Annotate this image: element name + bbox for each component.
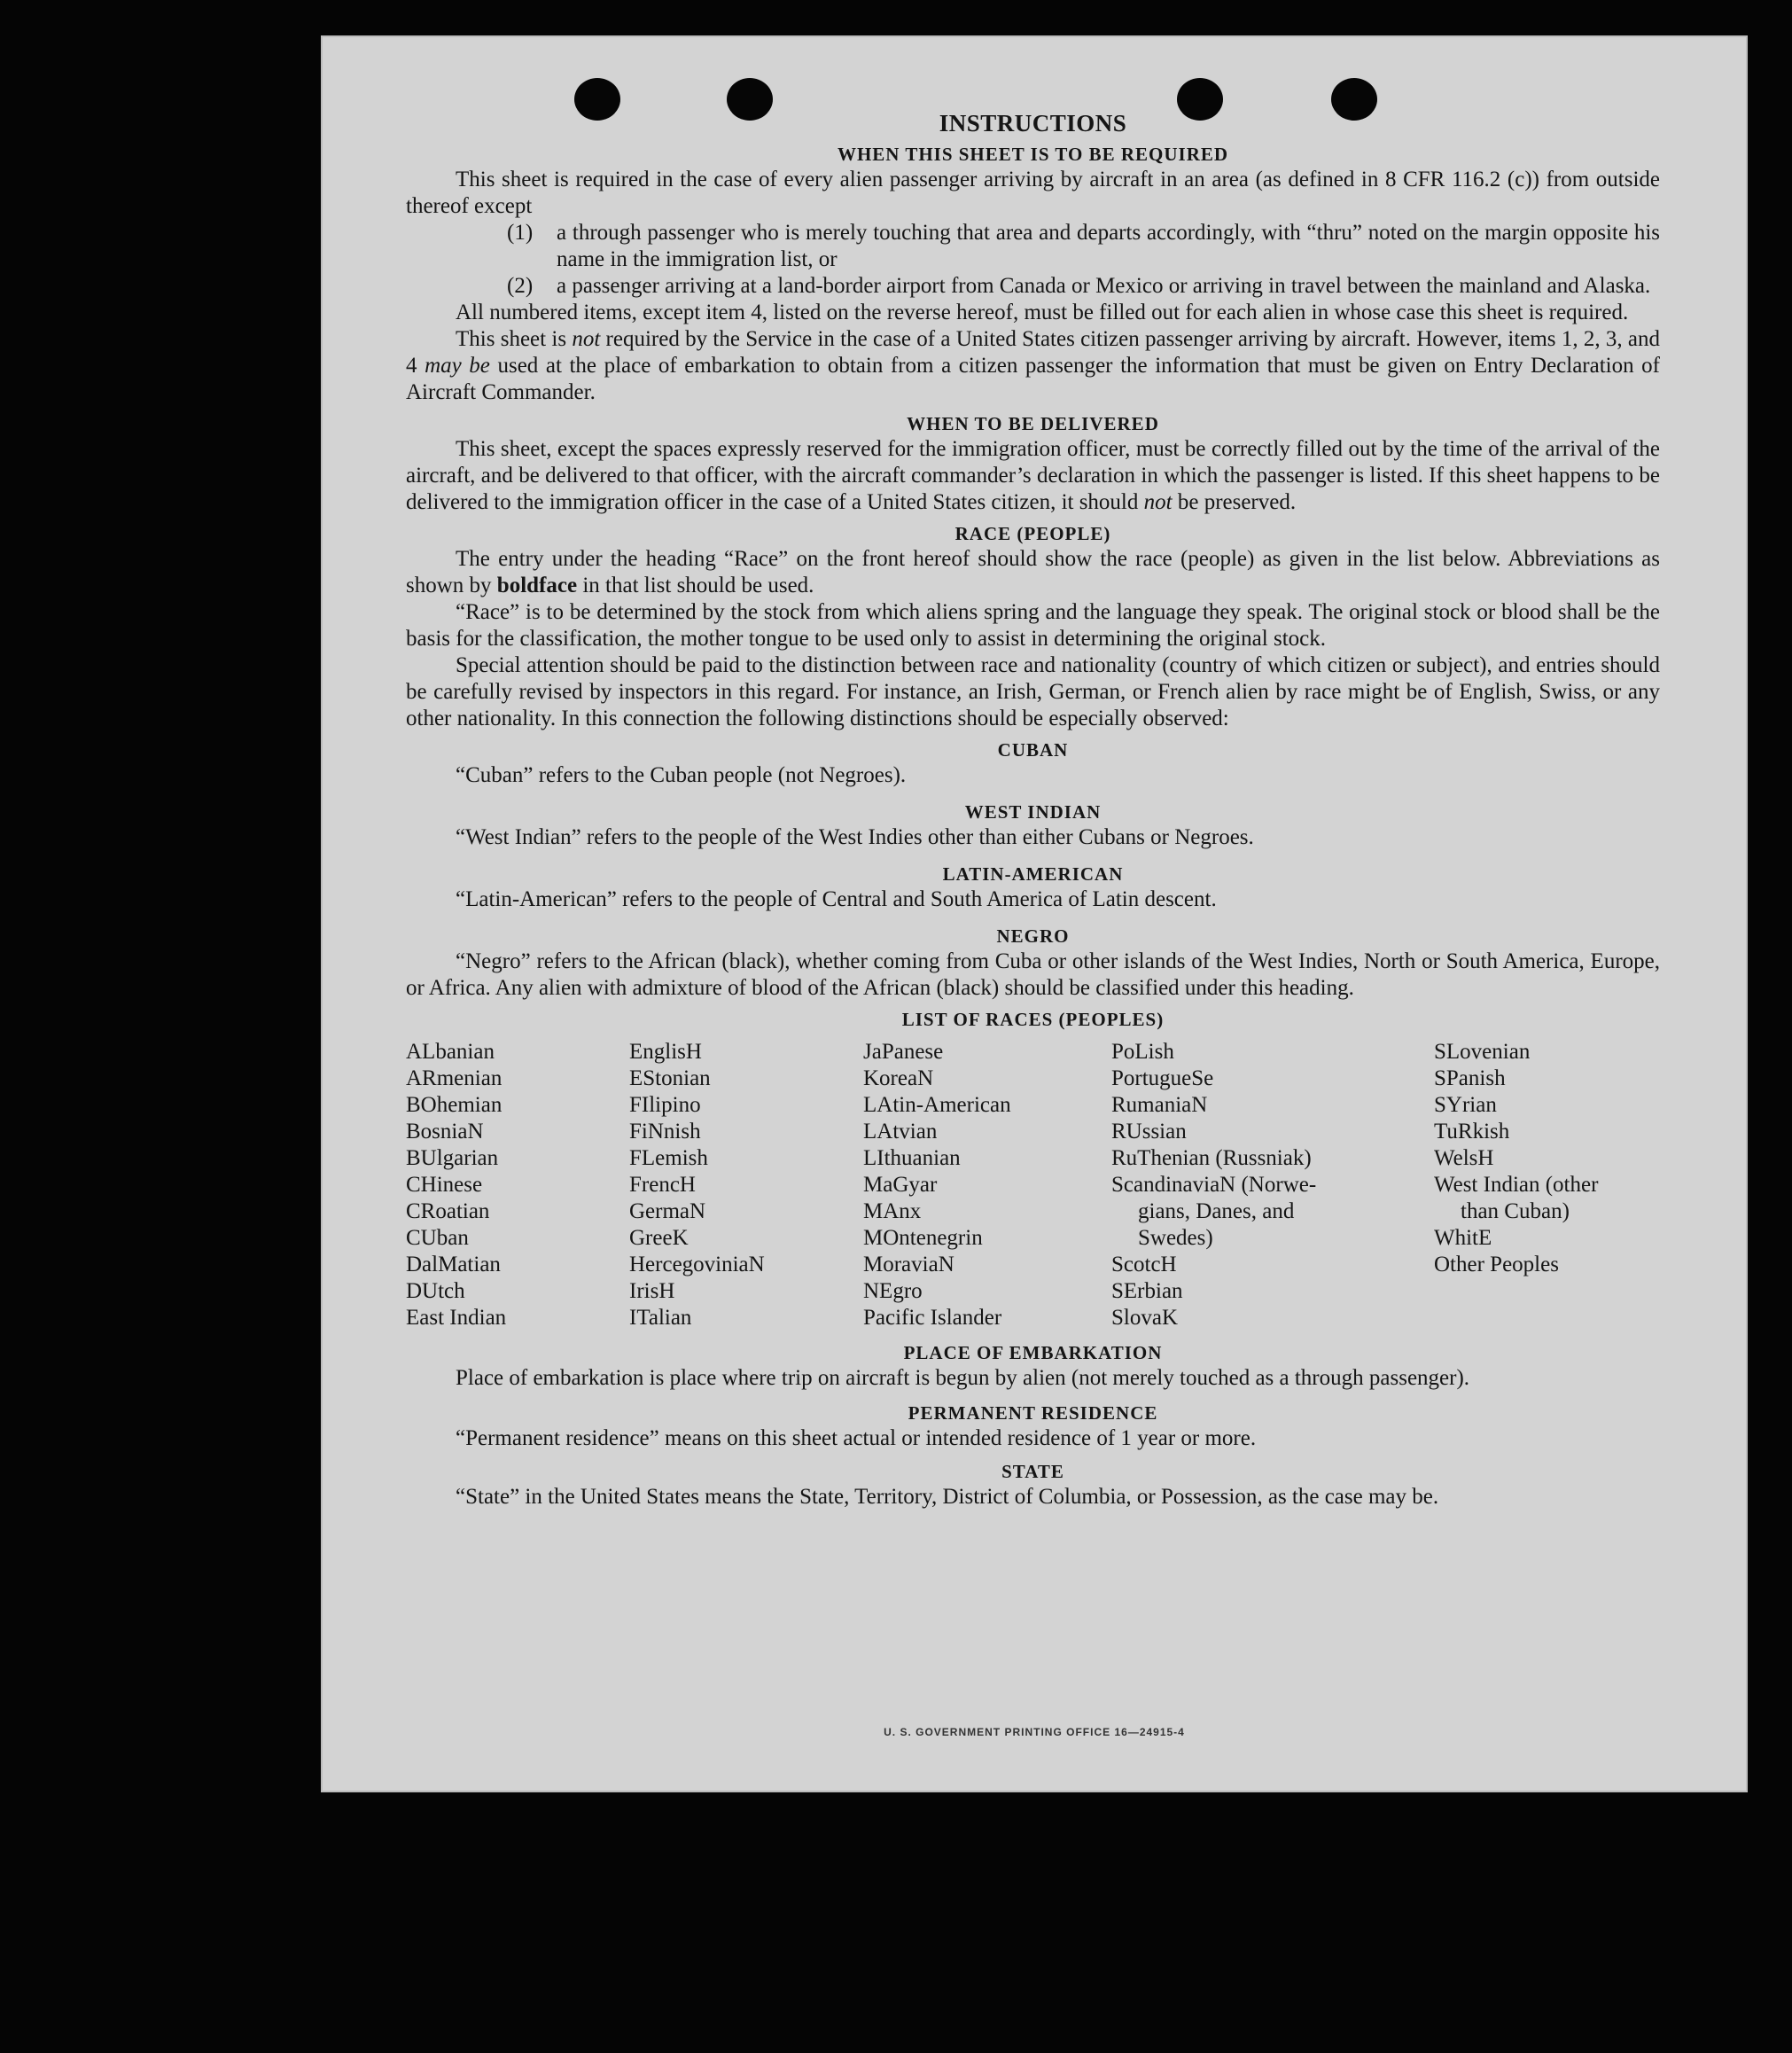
race-entry: DalMatian	[406, 1253, 501, 1276]
race-entry: Swedes)	[1138, 1226, 1213, 1250]
exception-item-1	[406, 220, 1660, 273]
text-run: be preserved.	[1172, 490, 1297, 514]
race-group	[1434, 1225, 1660, 1278]
emphasis: not	[572, 327, 601, 351]
printing-office-imprint: U. S. GOVERNMENT PRINTING OFFICE 16—24915-4	[884, 1726, 1185, 1738]
race-entry: RumaniaN	[1111, 1093, 1208, 1117]
text-run: This sheet is	[456, 327, 573, 351]
race-entry: SYrian	[1434, 1093, 1497, 1117]
race-entry: ITalian	[629, 1306, 692, 1330]
race-entry: FLemish	[629, 1146, 708, 1170]
race-paragraph-1	[406, 546, 1660, 599]
race-column-5	[1434, 1039, 1660, 1331]
section-heading-list-of-races: LIST OF RACES (PEOPLES)	[901, 1009, 1165, 1030]
page-title: INSTRUCTIONS	[939, 110, 1127, 137]
race-entry: EStonian	[629, 1066, 711, 1090]
section-heading-negro: NEGRO	[996, 925, 1070, 947]
race-entry: LAtin-American	[863, 1093, 1011, 1117]
embarkation-text: Place of embarkation is place where trip on aircraft is begun by alien (not merely touched as a through passenger).	[456, 1366, 1470, 1390]
race-entry: ScandinaviaN (Norwe-	[1111, 1173, 1317, 1197]
race-entry: PortugueSe	[1111, 1066, 1214, 1090]
text-run: in that list should be used.	[577, 574, 814, 597]
emphasis: not	[1143, 490, 1173, 514]
race-entry: TuRkish	[1434, 1120, 1510, 1144]
race-group-continuation	[1434, 1198, 1660, 1225]
race-entry: MoraviaN	[863, 1253, 954, 1276]
race-entry: SErbian	[1111, 1279, 1183, 1303]
latin-american-text: “Latin-American” refers to the people of Central and South America of Latin descent.	[456, 887, 1217, 911]
item-number: (1)	[507, 221, 534, 245]
race-entry: MAnx	[863, 1199, 922, 1223]
when-delivered-text	[406, 436, 1660, 516]
text-run: The entry under the heading “Race” on the front hereof should show the race (people) as given in the list below. Abbreviations as shown by	[406, 547, 1660, 597]
section-heading-when-delivered: WHEN TO BE DELIVERED	[907, 413, 1159, 434]
item-text: a passenger arriving at a land-border airport from Canada or Mexico or arriving in travel between the mainland and Alaska.	[557, 274, 1651, 298]
race-column-4	[1111, 1039, 1368, 1331]
state-text: “State” in the United States means the State, Territory, District of Columbia, or Possession, as the case may be.	[456, 1485, 1439, 1509]
race-entry: CHinese	[406, 1173, 483, 1197]
bold-term: boldface	[496, 574, 578, 597]
race-entry: Pacific Islander	[863, 1306, 1002, 1330]
race-entry: IrisH	[629, 1279, 675, 1303]
instructions-content	[406, 110, 1660, 1510]
negro-text: “Negro” refers to the African (black), whether coming from Cuba or other islands of the West Indies, North or South America, Europe, or Africa. Any alien with admixture of blood of the African (black) should be classified under this heading.	[406, 949, 1660, 1000]
race-group	[1111, 1039, 1368, 1198]
race-group	[1111, 1252, 1368, 1331]
race-column-1	[406, 1039, 629, 1331]
citizen-note	[406, 326, 1660, 406]
race-entry: gians, Danes, and	[1138, 1199, 1295, 1223]
race-entry: SlovaK	[1111, 1306, 1178, 1330]
numbered-items-note: All numbered items, except item 4, listed on the reverse hereof, must be filled out for each alien in whose case this sheet is required.	[456, 301, 1629, 324]
race-entry: FiNnish	[629, 1120, 701, 1144]
race-paragraph-3: Special attention should be paid to the distinction between race and nationality (country of which citizen or subject), and entries should be carefully revised by inspectors in this regard. For instance, an Irish, German, or French alien by race might be of English, Swiss, or any other nationality. In this connection the following distinctions should be especially observed:	[406, 653, 1660, 730]
when-required-intro: This sheet is required in the case of every alien passenger arriving by aircraft in an area (as defined in 8 CFR 116.2 (c)) from outside thereof except	[406, 168, 1660, 218]
race-entry: ARmenian	[406, 1066, 503, 1090]
race-entry: ScotcH	[1111, 1253, 1177, 1276]
race-entry: FrencH	[629, 1173, 696, 1197]
race-entry: RuThenian (Russniak)	[1111, 1146, 1312, 1170]
race-entry: PoLish	[1111, 1040, 1174, 1064]
race-group	[1434, 1039, 1660, 1198]
section-heading-west-indian: WEST INDIAN	[964, 801, 1102, 823]
race-entry: KoreaN	[863, 1066, 934, 1090]
race-entry: WhitE	[1434, 1226, 1492, 1250]
race-paragraph-2: “Race” is to be determined by the stock from which aliens spring and the language they speak. The original stock or blood shall be the basis for the classification, the mother tongue to be used only to assist in determining the original stock.	[406, 600, 1660, 651]
section-heading-residence: PERMANENT RESIDENCE	[908, 1402, 1158, 1424]
race-entry: DUtch	[406, 1279, 465, 1303]
race-entry: than Cuban)	[1461, 1199, 1570, 1223]
race-entry: SPanish	[1434, 1066, 1506, 1090]
west-indian-text: “West Indian” refers to the people of the West Indies other than either Cubans or Negroes.	[456, 825, 1254, 849]
text-run: required by the Service in the case of a United States citizen passenger arriving by aircraft. However, items 1, 2, 3, and 4	[406, 327, 1660, 378]
race-entry: MOntenegrin	[863, 1226, 983, 1250]
race-entry: JaPanese	[863, 1040, 944, 1064]
race-entry: LIthuanian	[863, 1146, 961, 1170]
item-text: a through passenger who is merely touching that area and departs accordingly, with “thru” noted on the margin opposite his name in the immigration list, or	[557, 221, 1660, 271]
race-entry: BUlgarian	[406, 1146, 499, 1170]
race-entry: BOhemian	[406, 1093, 503, 1117]
race-entry: EnglisH	[629, 1040, 702, 1064]
residence-text: “Permanent residence” means on this sheet actual or intended residence of 1 year or more.	[456, 1426, 1257, 1450]
race-entry: GermaN	[629, 1199, 706, 1223]
race-entry: Other Peoples	[1434, 1253, 1559, 1276]
emphasis: may be	[425, 354, 490, 378]
race-entry: NEgro	[863, 1279, 923, 1303]
cuban-text: “Cuban” refers to the Cuban people (not Negroes).	[456, 763, 907, 787]
item-number: (2)	[507, 274, 534, 298]
section-heading-when-required: WHEN THIS SHEET IS TO BE REQUIRED	[837, 144, 1229, 165]
race-group-continuation	[1111, 1198, 1368, 1252]
race-entry: LAtvian	[863, 1120, 938, 1144]
text-run: This sheet, except the spaces expressly reserved for the immigration officer, must be correctly filled out by the time of the arrival of the aircraft, and be delivered to that officer, with the aircraft commander’s declaration in which the passenger is listed. If this sheet happens to be delivered to the immigration officer in the case of a United States citizen, it should	[406, 437, 1660, 514]
race-entry: CRoatian	[406, 1199, 490, 1223]
form-sheet	[321, 35, 1748, 1792]
race-entry: SLovenian	[1434, 1040, 1531, 1064]
race-entry: BosniaN	[406, 1120, 484, 1144]
exception-item-2	[406, 273, 1660, 300]
section-heading-latin-american: LATIN-AMERICAN	[942, 863, 1124, 885]
race-entry: HercegoviniaN	[629, 1253, 765, 1276]
race-entry: RUssian	[1111, 1120, 1187, 1144]
race-entry: West Indian (other	[1434, 1173, 1599, 1197]
race-entry: East Indian	[406, 1306, 507, 1330]
race-column-3	[863, 1039, 1111, 1331]
race-entry: ALbanian	[406, 1040, 495, 1064]
race-entry: GreeK	[629, 1226, 689, 1250]
race-entry: FIlipino	[629, 1093, 701, 1117]
race-entry: WelsH	[1434, 1146, 1494, 1170]
race-entry: MaGyar	[863, 1173, 938, 1197]
section-heading-cuban: CUBAN	[997, 739, 1069, 761]
race-column-2	[629, 1039, 863, 1331]
text-run: used at the place of embarkation to obtain from a citizen passenger the information that must be given on Entry Declaration of Aircraft Commander.	[406, 354, 1661, 404]
section-heading-race: RACE (PEOPLE)	[954, 523, 1111, 544]
race-list	[406, 1039, 1660, 1331]
race-entry: CUban	[406, 1226, 469, 1250]
section-heading-embarkation: PLACE OF EMBARKATION	[903, 1342, 1163, 1363]
section-heading-state: STATE	[1001, 1461, 1064, 1482]
